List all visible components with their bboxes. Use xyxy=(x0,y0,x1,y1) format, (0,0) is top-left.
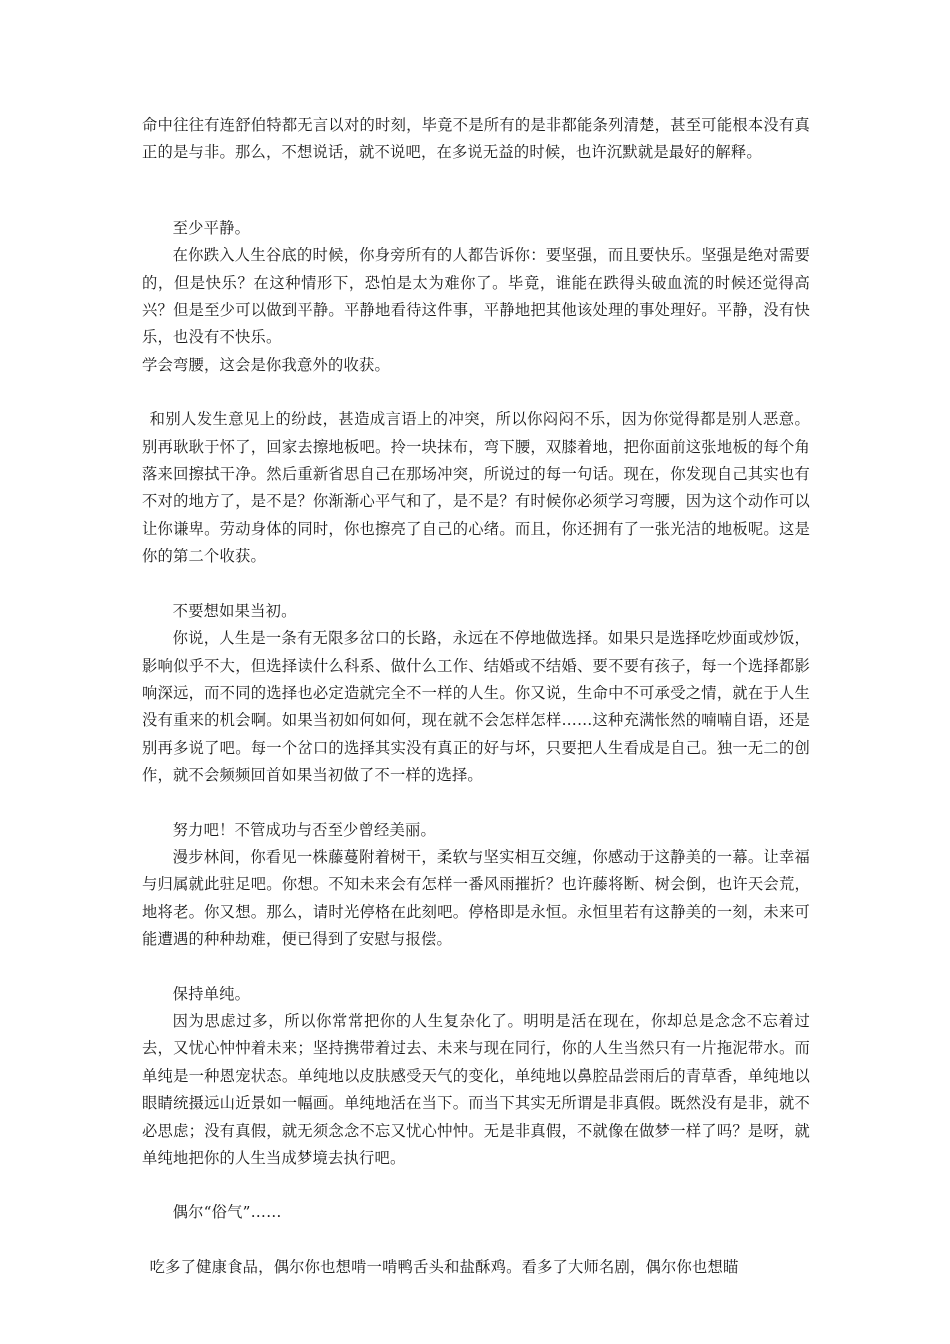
section-body-effort: 漫步林间，你看见一株藤蔓附着树干，柔软与坚实相互交缠，你感动于这静美的一幕。让幸福与归属就此驻足吧。你想。不知未来会有怎样一番风雨摧折？也许藤将断、树会倒，也许天会荒，地将老。你又想。那么，请时光停格在此刻吧。停格即是永恒。永恒里若有这静美的一刻，未来可能遭遇的种种劫难，便已得到了安慰与报偿。 xyxy=(142,847,810,949)
section-body-ifonly: 你说，人生是一条有无限多岔口的长路，永远在不停地做选择。如果只是选择吃炒面或炒饭，影响似乎不大，但选择读什么科系、做什么工作、结婚或不结婚、要不要有孩子，每一个选择都影响深远，而不同的选择也必定造就完全不一样的人生。你又说，生命中不可承受之情，就在于人生没有重来的机会啊。如果当初如何如何，现在就不会怎样怎样……这种充满怅然的喃喃自语，还是别再多说了吧。每一个岔口的选择其实没有真正的好与坏，只要把人生看成是自己。独一无二的创作，就不会频频回首如果当初做了不一样的选择。 xyxy=(142,629,810,785)
section-title-effort: 努力吧！不管成功与否至少曾经美丽。 xyxy=(172,820,437,839)
spacer xyxy=(142,954,810,981)
section-title-vulgar: 偶尔“俗气”…… xyxy=(172,1203,282,1222)
section-title-ifonly: 不要想如果当初。 xyxy=(172,601,297,620)
spacer xyxy=(142,1172,810,1199)
spacer xyxy=(142,1227,810,1254)
intro-paragraph: 命中往往有连舒伯特都无言以对的时刻，毕竟不是所有的是非都能条列清楚，甚至可能根本没有真正的是与非。那么，不想说话，就不说吧，在多说无益的时候，也许沉默就是最好的解释。 xyxy=(142,116,810,162)
section-body-bend: 和别人发生意见上的纷歧，甚造成言语上的冲突，所以你闷闷不乐，因为你觉得都是别人恶意。别再耿耿于怀了，回家去擦地板吧。拎一块抹布，弯下腰，双膝着地，把你面前这张地板的每个角落来回擦拭干净。然后重新省思自己在那场冲突，所说过的每一句话。现在，你发现自己其实也有不对的地方了，是不是？你渐渐心平气和了，是不是？有时候你必须学习弯腰，因为这个动作可以让你谦卑。劳动身体的同时，你也擦亮了自己的心绪。而且，你还拥有了一张光洁的地板呢。这是你的第二个收获。 xyxy=(142,410,810,566)
section-title-bend: 学会弯腰，这会是你我意外的收获。 xyxy=(142,355,390,374)
document-page xyxy=(142,112,810,1281)
spacer xyxy=(142,379,810,406)
spacer xyxy=(142,571,810,598)
section-title-calm: 至少平静。 xyxy=(172,218,251,237)
section-title-simple: 保持单纯。 xyxy=(172,984,251,1003)
spacer xyxy=(142,167,810,215)
section-body-vulgar: 吃多了健康食品，偶尔你也想啃一啃鸭舌头和盐酥鸡。看多了大师名剧，偶尔你也想瞄 xyxy=(149,1257,739,1276)
spacer xyxy=(142,790,810,817)
section-body-simple: 因为思虑过多，所以你常常把你的人生复杂化了。明明是活在现在，你却总是念念不忘着过去，又忧心忡忡着未来；坚持携带着过去、未来与现在同行，你的人生当然只有一片拖泥带水。而单纯是一种恩宠状态。单纯地以皮肤感受天气的变化，单纯地以鼻腔品尝雨后的青草香，单纯地以眼睛统摄远山近景如一幅画。单纯地活在当下。而当下其实无所谓是非真假。既然没有是非，就不必思虑；没有真假，就无须念念不忘又忧心忡忡。无是非真假，不就像在做梦一样了吗？是呀，就单纯地把你的人生当成梦境去执行吧。 xyxy=(142,1011,810,1167)
section-body-calm: 在你跌入人生谷底的时候，你身旁所有的人都告诉你：要坚强，而且要快乐。坚强是绝对需要的，但是快乐？在这种情形下，恐怕是太为难你了。毕竟，谁能在跌得头破血流的时候还觉得高兴？但是至少可以做到平静。平静地看待这件事，平静地把其他该处理的事处理好。平静，没有快乐，也没有不快乐。 xyxy=(142,246,810,347)
